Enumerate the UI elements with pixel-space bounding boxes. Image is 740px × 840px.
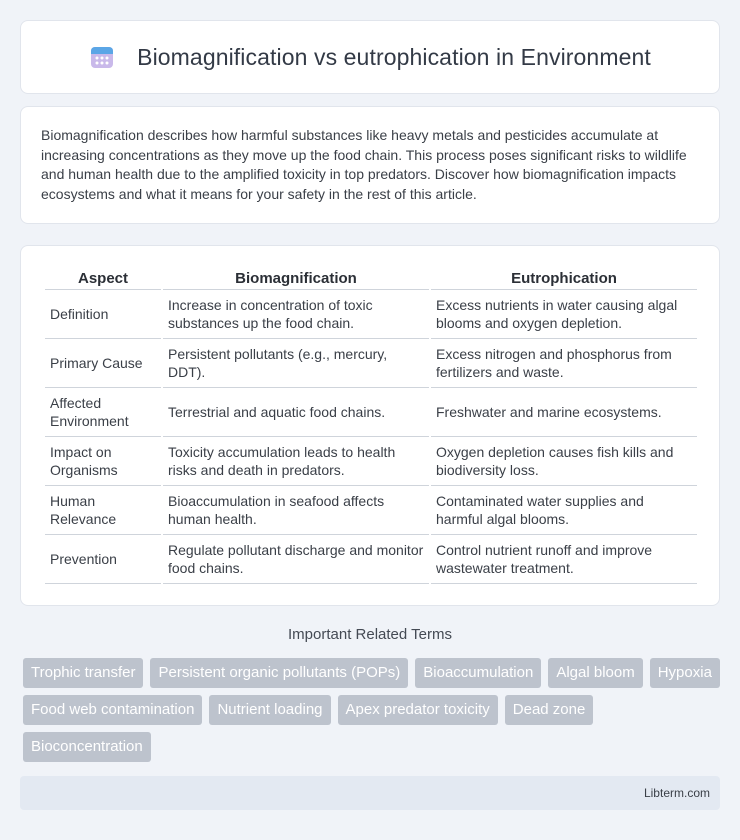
row-biomagnification: Bioaccumulation in seafood affects human health. xyxy=(163,486,429,535)
row-biomagnification: Terrestrial and aquatic food chains. xyxy=(163,388,429,437)
related-term-tag[interactable]: Dead zone xyxy=(505,695,594,725)
header-biomagnification: Biomagnification xyxy=(163,266,429,290)
intro-card xyxy=(20,106,720,224)
footer xyxy=(20,776,720,810)
comparison-table xyxy=(43,266,699,584)
table-row xyxy=(45,535,697,584)
row-aspect: Primary Cause xyxy=(45,339,161,388)
row-eutrophication: Oxygen depletion causes fish kills and biodiversity loss. xyxy=(431,437,697,486)
row-aspect: Human Relevance xyxy=(45,486,161,535)
related-term-tag[interactable]: Hypoxia xyxy=(650,658,720,688)
related-term-tag[interactable]: Bioconcentration xyxy=(23,732,151,762)
table-header-row xyxy=(45,266,697,290)
intro-text: Biomagnification describes how harmful substances like heavy metals and pesticides accumulate at increasing concentrations as they move up the food chain. This process poses significant risks to wildlife and human health due to the amplified toxicity in top predators. Discover how biomagnification impacts ecosystems and what it means for your safety in the rest of this article. xyxy=(41,127,687,202)
related-terms-list xyxy=(23,658,723,762)
row-eutrophication: Control nutrient runoff and improve wastewater treatment. xyxy=(431,535,697,584)
comparison-table-card xyxy=(20,245,720,606)
row-biomagnification: Toxicity accumulation leads to health risks and death in predators. xyxy=(163,437,429,486)
row-eutrophication: Excess nutrients in water causing algal blooms and oxygen depletion. xyxy=(431,290,697,339)
table-row xyxy=(45,437,697,486)
table-row xyxy=(45,486,697,535)
row-aspect: Prevention xyxy=(45,535,161,584)
row-eutrophication: Excess nitrogen and phosphorus from fertilizers and waste. xyxy=(431,339,697,388)
table-row xyxy=(45,290,697,339)
related-term-tag[interactable]: Persistent organic pollutants (POPs) xyxy=(150,658,408,688)
header-aspect: Aspect xyxy=(45,266,161,290)
row-biomagnification: Persistent pollutants (e.g., mercury, DDT). xyxy=(163,339,429,388)
header-card xyxy=(20,20,720,94)
row-biomagnification: Regulate pollutant discharge and monitor food chains. xyxy=(163,535,429,584)
related-term-tag[interactable]: Bioaccumulation xyxy=(415,658,541,688)
row-aspect: Affected Environment xyxy=(45,388,161,437)
related-term-tag[interactable]: Food web contamination xyxy=(23,695,202,725)
row-biomagnification: Increase in concentration of toxic substances up the food chain. xyxy=(163,290,429,339)
row-eutrophication: Freshwater and marine ecosystems. xyxy=(431,388,697,437)
related-terms-title: Important Related Terms xyxy=(288,626,452,643)
row-aspect: Impact on Organisms xyxy=(45,437,161,486)
related-term-tag[interactable]: Algal bloom xyxy=(548,658,642,688)
header-eutrophication: Eutrophication xyxy=(431,266,697,290)
table-row xyxy=(45,339,697,388)
calendar-icon xyxy=(89,44,115,70)
related-term-tag[interactable]: Nutrient loading xyxy=(209,695,330,725)
footer-brand-link[interactable]: Libterm.com xyxy=(643,786,710,800)
table-row xyxy=(45,388,697,437)
related-term-tag[interactable]: Apex predator toxicity xyxy=(338,695,498,725)
related-term-tag[interactable]: Trophic transfer xyxy=(23,658,143,688)
row-aspect: Definition xyxy=(45,290,161,339)
row-eutrophication: Contaminated water supplies and harmful algal blooms. xyxy=(431,486,697,535)
page-title: Biomagnification vs eutrophication in Environment xyxy=(137,43,651,70)
